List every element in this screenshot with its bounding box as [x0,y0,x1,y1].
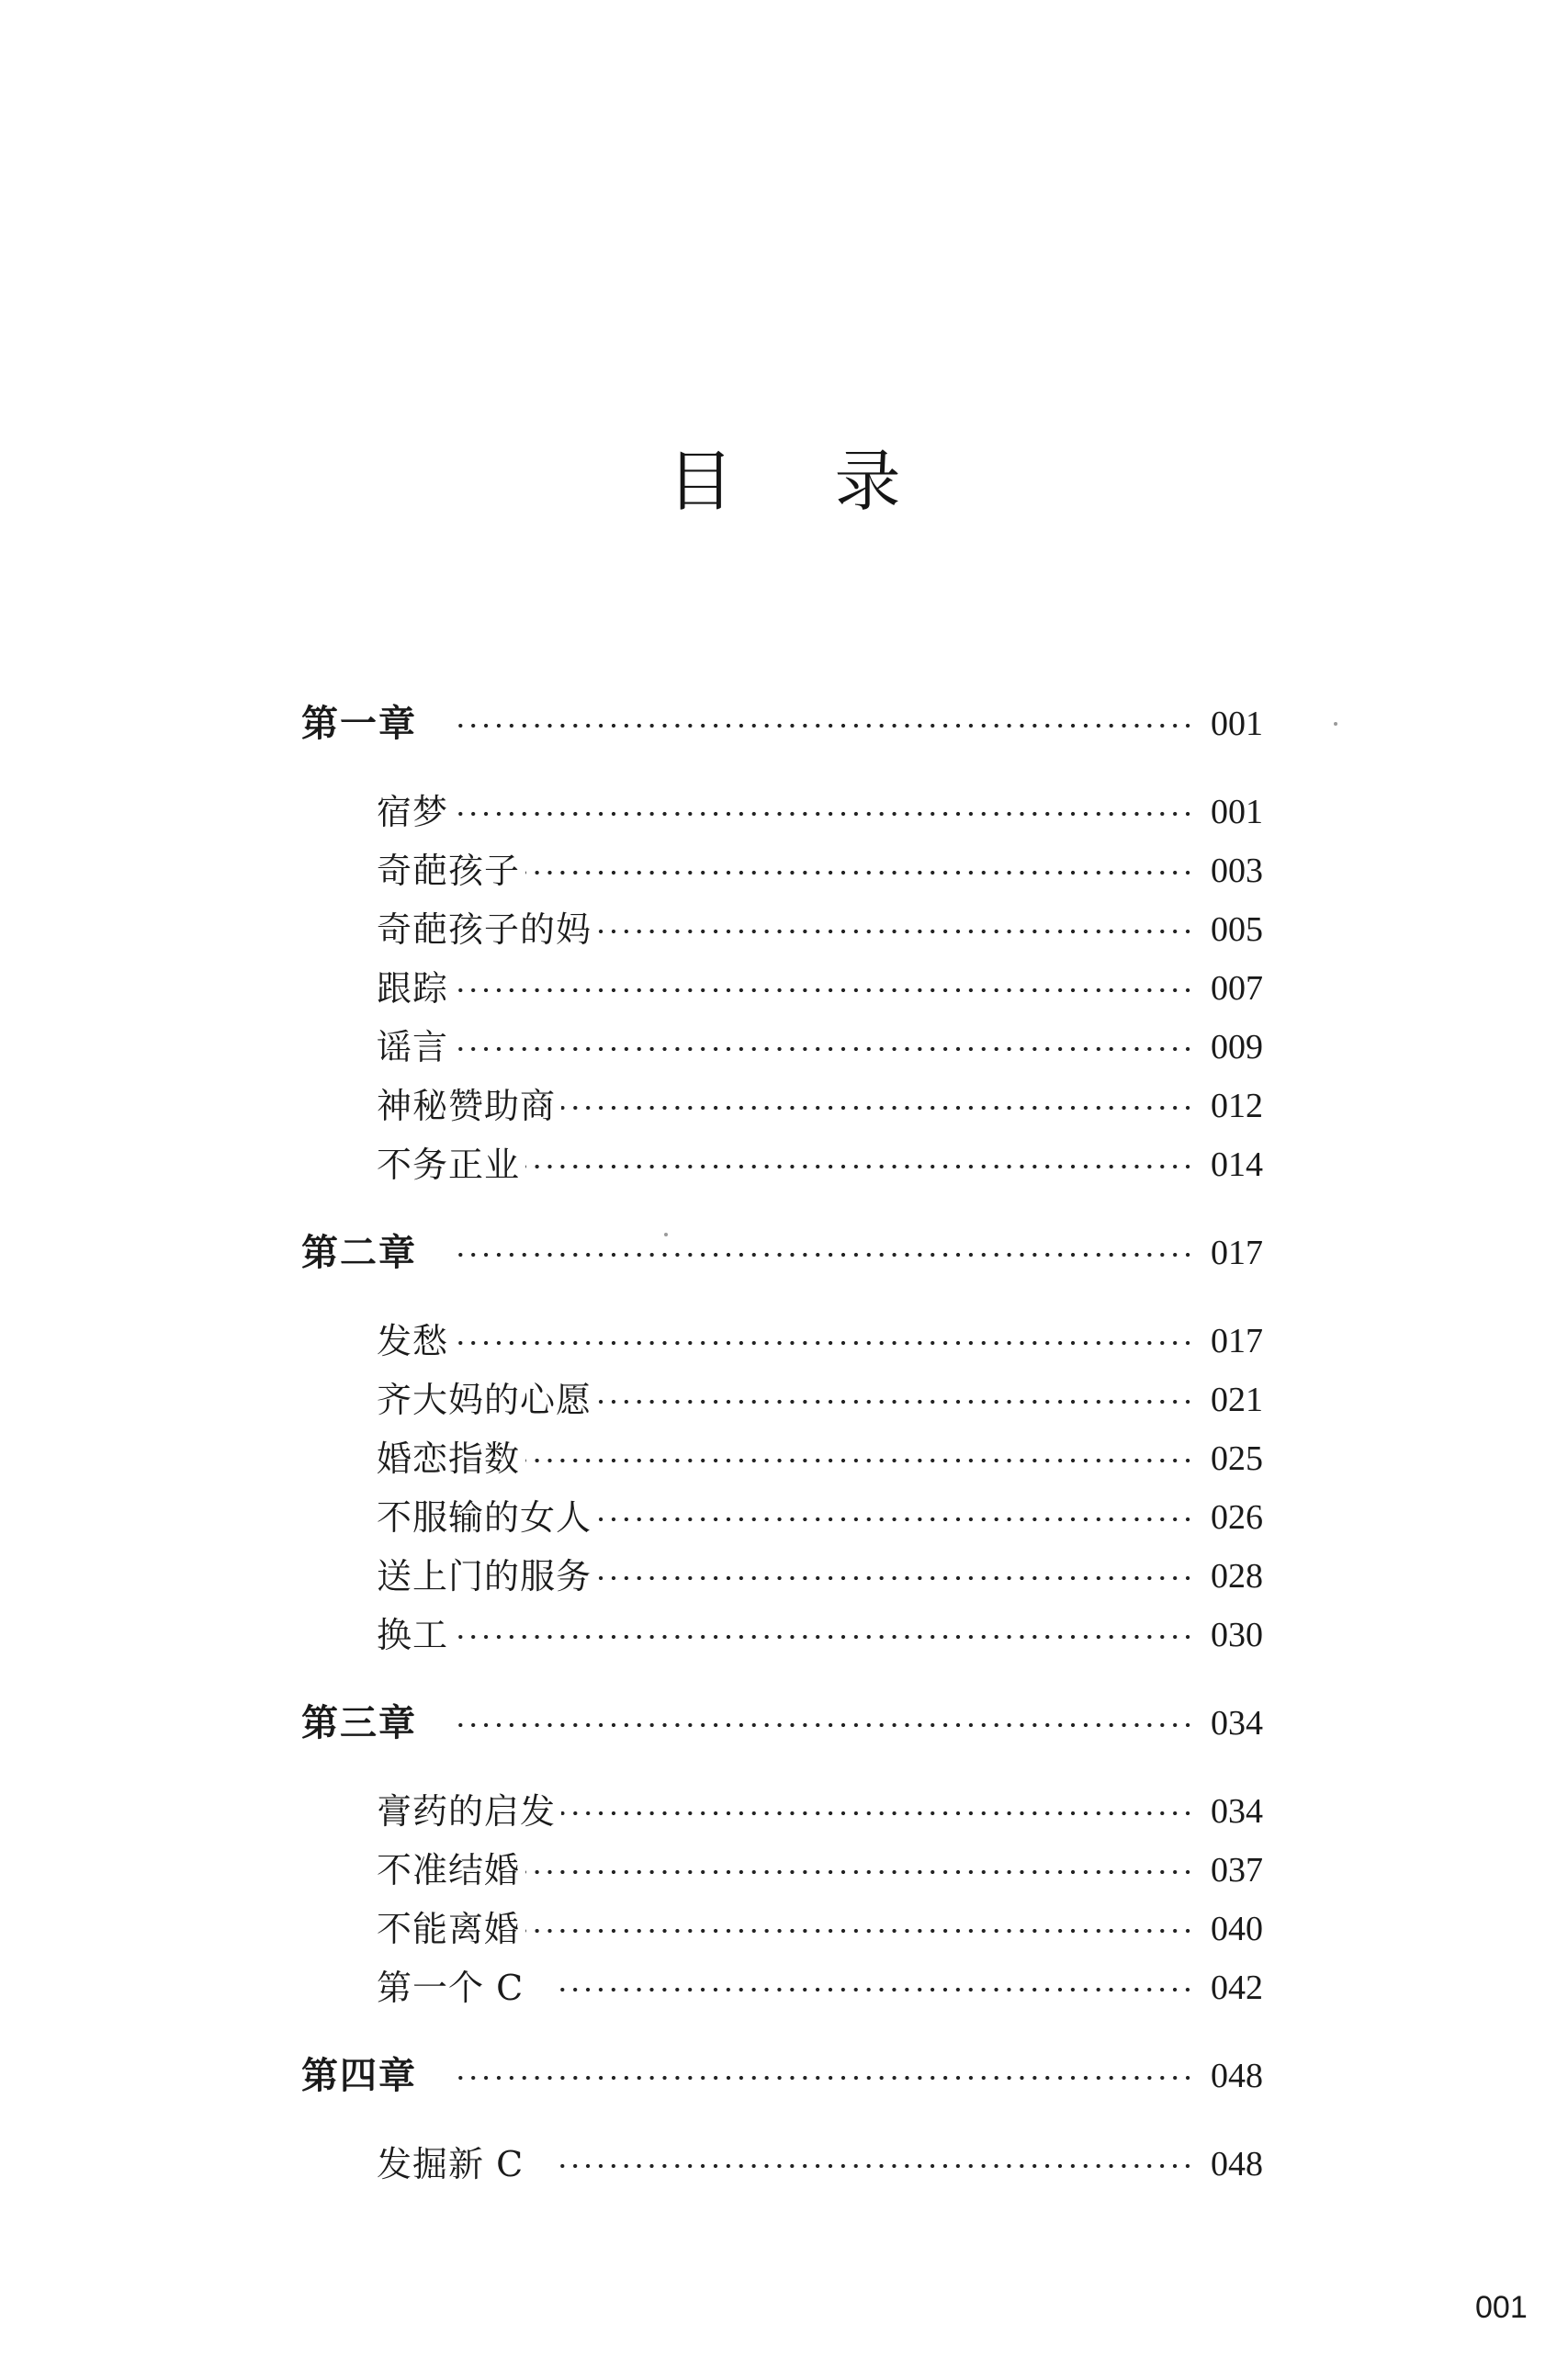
toc-section[interactable] [0,1847,1568,1893]
section-title: 不务正业 [377,1145,521,1185]
toc-section[interactable] [0,965,1568,1011]
dot-leader [525,1928,1194,1934]
dot-leader [597,1517,1194,1522]
section-title: 不能离婚 [377,1909,521,1949]
page-number: 030 [1211,1616,1263,1654]
page-number: 034 [1211,1792,1263,1831]
page-number: 048 [1211,2145,1263,2183]
toc-section[interactable] [0,1906,1568,1952]
dot-leader [454,1722,1194,1728]
page-number: 001 [1211,705,1263,743]
toc-section[interactable] [0,1553,1568,1599]
toc-section[interactable] [0,1495,1568,1540]
dot-leader [454,1252,1194,1258]
chapter-title: 第一章 [301,703,417,745]
dot-leader [597,929,1194,934]
page-number: 014 [1211,1145,1263,1184]
dot-leader [561,1105,1194,1111]
page-number: 026 [1211,1498,1263,1537]
section-title: 奇葩孩子的妈 [377,909,592,950]
chapter-title: 第二章 [301,1232,417,1274]
section-title: 奇葩孩子 [377,851,521,891]
dot-leader [597,1575,1194,1581]
page-number: 040 [1211,1910,1263,1948]
chapter-title: 第四章 [301,2055,417,2097]
page-number: 001 [1211,793,1263,831]
page-number: 017 [1211,1322,1263,1360]
toc-section[interactable] [0,789,1568,835]
section-title: 神秘赞助商 [377,1086,557,1126]
page-folio-number: 001 [1475,2290,1528,2325]
toc-section[interactable] [0,1024,1568,1070]
page-number: 034 [1211,1704,1263,1743]
toc-chapter-2[interactable] [0,1230,1568,1276]
toc-section[interactable] [0,1377,1568,1423]
section-title: 换工 [377,1615,449,1655]
dot-leader [454,723,1194,728]
page-number: 048 [1211,2057,1263,2095]
dot-leader [597,1399,1194,1405]
toc-section[interactable] [0,848,1568,894]
dot-leader [454,2075,1194,2081]
page-number: 021 [1211,1381,1263,1419]
page-title: 目录 [667,443,1002,521]
dot-leader [560,2163,1194,2169]
page-number: 037 [1211,1851,1263,1890]
dot-leader [525,1869,1194,1875]
section-title: 膏药的启发 [377,1791,557,1832]
dot-leader [454,987,1194,993]
toc-chapter-4[interactable] [0,2053,1568,2099]
dot-leader [525,1458,1194,1463]
dot-leader [454,811,1194,817]
page-number: 003 [1211,852,1263,890]
page-number: 012 [1211,1087,1263,1125]
toc-section[interactable] [0,907,1568,953]
toc-chapter-3[interactable] [0,1700,1568,1746]
dot-leader [525,870,1194,875]
section-title: 宿梦 [377,792,449,832]
page-number: 028 [1211,1557,1263,1596]
section-title: 谣言 [377,1027,449,1067]
toc-section[interactable] [0,1965,1568,2011]
dot-leader [454,1634,1194,1640]
chapter-title: 第三章 [301,1702,417,1744]
dot-leader [525,1164,1194,1169]
section-title: 第一个 C [377,1968,525,2008]
toc-section[interactable] [0,1318,1568,1364]
section-title: 婚恋指数 [377,1438,521,1479]
toc-section[interactable] [0,2141,1568,2187]
page-number: 017 [1211,1234,1263,1272]
section-title: 送上门的服务 [377,1556,592,1596]
page-number: 009 [1211,1028,1263,1066]
toc-section[interactable] [0,1142,1568,1188]
scan-speck [664,1233,668,1236]
page-number: 007 [1211,969,1263,1008]
dot-leader [454,1340,1194,1346]
section-title: 发愁 [377,1321,449,1361]
toc-section[interactable] [0,1788,1568,1834]
scan-speck [1334,722,1337,726]
toc-section[interactable] [0,1083,1568,1129]
toc-section[interactable] [0,1436,1568,1482]
section-title: 齐大妈的心愿 [377,1380,592,1420]
toc-section[interactable] [0,1612,1568,1658]
page-number: 042 [1211,1969,1263,2007]
dot-leader [561,1811,1194,1816]
page-number: 025 [1211,1439,1263,1478]
section-title: 发掘新 C [377,2144,525,2184]
toc-chapter-1[interactable] [0,701,1568,747]
page-number: 005 [1211,910,1263,949]
section-title: 不准结婚 [377,1850,521,1890]
section-title: 跟踪 [377,968,449,1009]
dot-leader [454,1046,1194,1052]
dot-leader [560,1987,1194,1992]
section-title: 不服输的女人 [377,1497,592,1538]
